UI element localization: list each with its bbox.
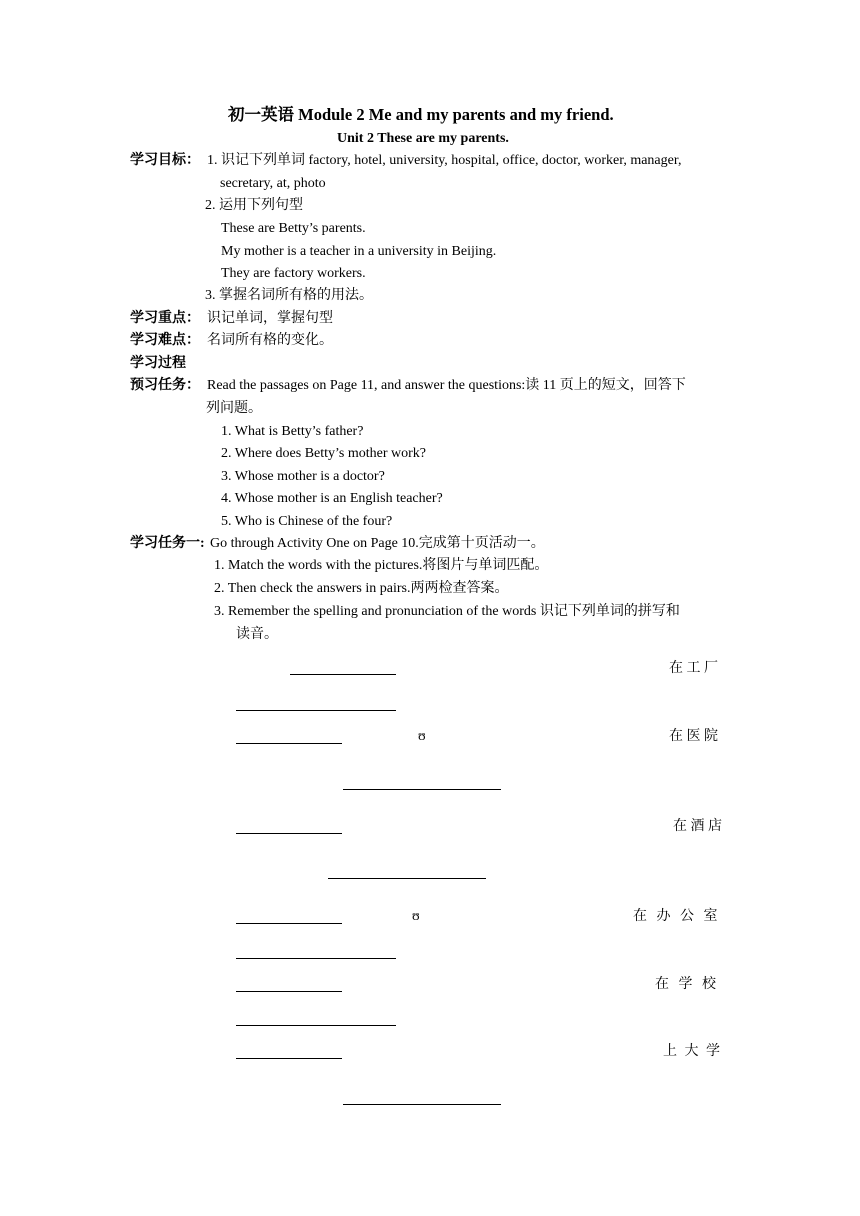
preview-line1: Read the passages on Page 11, and answer the questions:读 11 页上的短文，回答下 <box>207 378 686 393</box>
phrase-school: 在 学 校 <box>655 977 719 992</box>
blank-line[interactable] <box>343 1104 501 1105</box>
phrase-hospital: 在 医 院 <box>669 729 718 744</box>
phonetic-mark: ʊ <box>412 909 420 924</box>
blank-line[interactable] <box>236 743 342 744</box>
objective-3: 3. 掌握名词所有格的用法。 <box>205 288 373 303</box>
key-points-text: 识记单词，掌握句型 <box>207 311 333 326</box>
blank-line[interactable] <box>290 674 396 675</box>
sentence-2: My mother is a teacher in a university in Beijing. <box>221 244 497 259</box>
task1-label: 学习任务一: <box>130 536 205 551</box>
objective-2: 2. 运用下列句型 <box>205 198 303 213</box>
blank-line[interactable] <box>343 789 501 790</box>
blank-line[interactable] <box>328 878 486 879</box>
page-title: 初一英语 Module 2 Me and my parents and my friend. <box>228 105 614 124</box>
unit-subtitle: Unit 2 These are my parents. <box>337 131 509 146</box>
phonetic-mark: ʊ <box>418 729 426 744</box>
blank-line[interactable] <box>236 923 342 924</box>
blank-line[interactable] <box>236 991 342 992</box>
question-4: 4. Whose mother is an English teacher? <box>221 491 443 506</box>
question-1: 1. What is Betty’s father? <box>221 424 364 439</box>
objectives-label: 学习目标： <box>130 153 200 168</box>
key-points-label: 学习重点： <box>130 311 200 326</box>
phrase-hotel: 在 酒 店 <box>673 819 722 834</box>
phrase-factory: 在 工 厂 <box>669 661 718 676</box>
task1-step-1: 1. Match the words with the pictures.将图片与单词匹配。 <box>214 558 549 573</box>
process-heading: 学习过程 <box>130 356 186 371</box>
task1-step-2: 2. Then check the answers in pairs.两两检查答案。 <box>214 581 509 596</box>
phrase-university: 上 大 学 <box>663 1044 722 1059</box>
difficulty-text: 名词所有格的变化。 <box>207 333 333 348</box>
blank-line[interactable] <box>236 958 396 959</box>
preview-label: 预习任务： <box>130 378 200 393</box>
blank-line[interactable] <box>236 1058 342 1059</box>
sentence-3: They are factory workers. <box>221 266 366 281</box>
question-3: 3. Whose mother is a doctor? <box>221 469 385 484</box>
phrase-office: 在 办 公 室 <box>633 909 721 924</box>
sentence-1: These are Betty’s parents. <box>221 221 366 236</box>
blank-line[interactable] <box>236 710 396 711</box>
objective-1-line1: 1. 识记下列单词 factory, hotel, university, hospital, office, doctor, worker, manager, <box>207 153 682 168</box>
objective-1-line2: secretary, at, photo <box>220 176 326 191</box>
task1-step-3-line2: 读音。 <box>236 627 278 642</box>
task1-step-3: 3. Remember the spelling and pronunciation of the words 识记下列单词的拼写和 <box>214 604 680 619</box>
question-5: 5. Who is Chinese of the four? <box>221 514 393 529</box>
question-2: 2. Where does Betty’s mother work? <box>221 446 427 461</box>
blank-line[interactable] <box>236 1025 396 1026</box>
preview-line2: 列问题。 <box>206 401 262 416</box>
blank-line[interactable] <box>236 833 342 834</box>
difficulty-label: 学习难点： <box>130 333 200 348</box>
task1-text: Go through Activity One on Page 10.完成第十页活动一。 <box>210 536 545 551</box>
